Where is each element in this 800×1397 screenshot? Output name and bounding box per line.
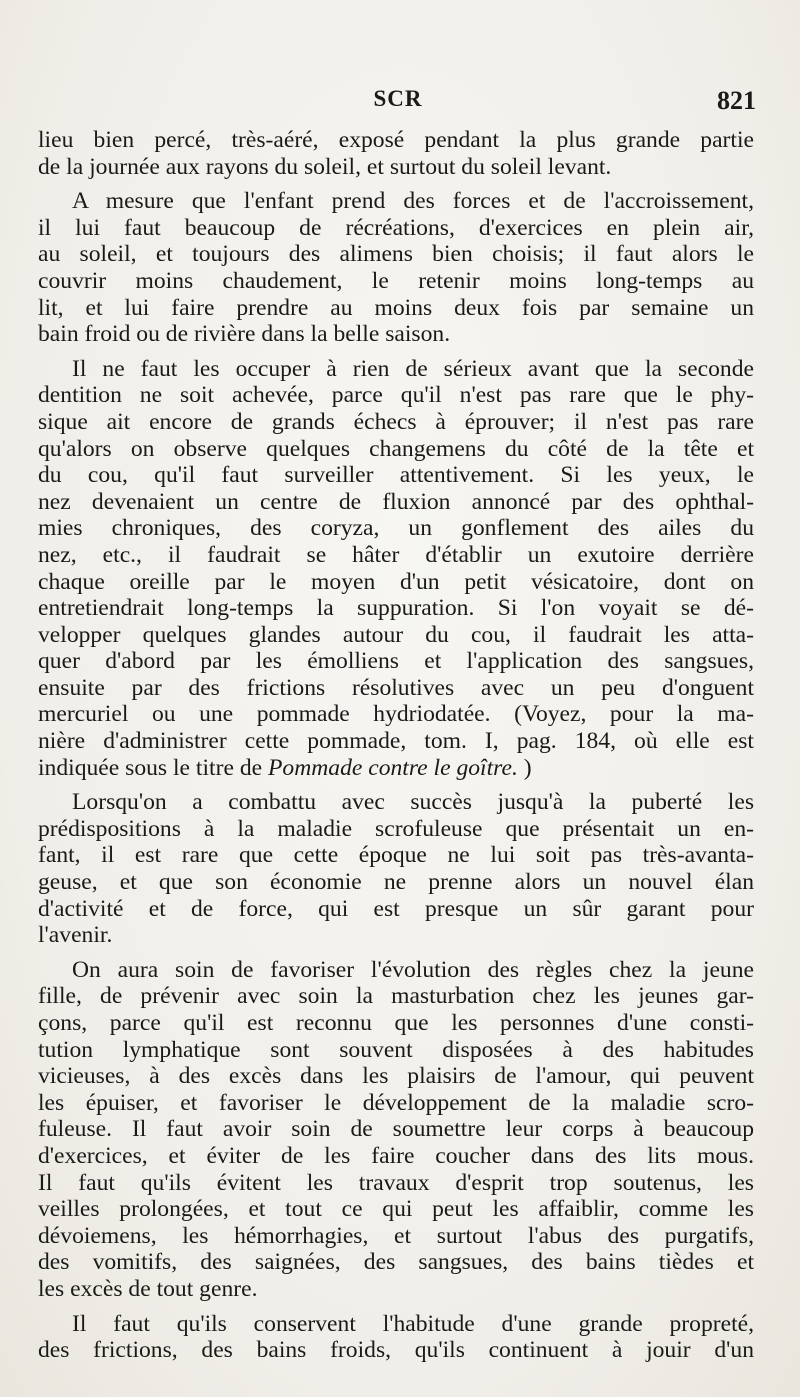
- text-line: fille, de prévenir avec soin la masturbation chez les jeunes gar-: [38, 983, 754, 1010]
- text-line: au soleil, et toujours des alimens bien choisis; il faut alors le: [38, 241, 754, 268]
- paragraph: [38, 356, 754, 782]
- paragraph-gap: [38, 180, 754, 188]
- text-line: d'activité et de force, qui est presque un sûr garant pour: [38, 895, 754, 922]
- text-line: tution lymphatique sont souvent disposées à des habitudes: [38, 1036, 754, 1063]
- text-line: chaque oreille par le moyen d'un petit vésicatoire, dont on: [38, 568, 754, 595]
- text-line: du cou, qu'il faut surveiller attentivement. Si les yeux, le: [38, 462, 754, 489]
- text-line: mercuriel ou une pommade hydriodatée. (Voyez, pour la ma-: [38, 701, 754, 728]
- text-line: bain froid ou de rivière dans la belle saison.: [38, 321, 451, 348]
- text-line: l'avenir.: [38, 922, 113, 949]
- text-line: qu'alors on observe quelques changemens du côté de la tête et: [38, 435, 754, 462]
- text-line: lit, et lui faire prendre au moins deux fois par semaine un: [38, 294, 754, 321]
- text-line: nière d'administrer cette pommade, tom. I, pag. 184, où elle est: [38, 728, 754, 755]
- text-line: d'exercices, et éviter de les faire coucher dans des lits mous.: [38, 1142, 754, 1169]
- text-line: dévoiemens, les hémorrhagies, et surtout l'abus des purgatifs,: [38, 1222, 754, 1249]
- text-line: il lui faut beaucoup de récréations, d'exercices en plein air,: [38, 214, 754, 241]
- text-line: entretiendrait long-temps la suppuration. Si l'on voyait se dé-: [38, 595, 754, 622]
- text-line: dentition ne soit achevée, parce qu'il n'est pas rare que le phy-: [38, 382, 754, 409]
- text-line: prédispositions à la maladie scrofuleuse que présentait un en-: [38, 815, 754, 842]
- paragraph-gap: [38, 348, 754, 356]
- text-line: les épuiser, et favoriser le développement de la maladie scro-: [38, 1089, 754, 1116]
- text-line: des vomitifs, des saignées, des sangsues, des bains tièdes et: [38, 1249, 754, 1276]
- text-line: de la journée aux rayons du soleil, et surtout du soleil levant.: [38, 153, 612, 180]
- text-line: çons, parce qu'il est reconnu que les personnes d'une consti-: [38, 1010, 754, 1036]
- text-line: sique ait encore de grands échecs à éprouver; il n'est pas rare: [38, 408, 754, 435]
- text-segment: ): [523, 754, 532, 781]
- text-line: des frictions, des bains froids, qu'ils continuent à jouir d'un: [38, 1337, 754, 1364]
- paragraph: [38, 127, 754, 180]
- paragraph: [38, 957, 754, 1303]
- running-head: [40, 86, 756, 120]
- text-line: fant, il est rare que cette époque ne lui soit pas très-avanta-: [38, 842, 754, 869]
- text-line: On aura soin de favoriser l'évolution des règles chez la jeune: [72, 956, 754, 983]
- text-line: Il faut qu'ils conservent l'habitude d'une grande propreté,: [72, 1310, 754, 1337]
- text-line: veilles prolongées, et tout ce qui peut les affaiblir, comme les: [38, 1196, 754, 1223]
- text-line: lieu bien percé, très-aéré, exposé pendant la plus grande partie: [38, 127, 754, 153]
- italic-title: Pommade contre le goître.: [267, 754, 518, 781]
- text-line: [38, 755, 754, 782]
- page-number: 821: [717, 86, 756, 115]
- paragraph: [38, 789, 754, 949]
- paragraph-gap: [38, 949, 754, 957]
- text-line: fuleuse. Il faut avoir soin de soumettre leur corps à beaucoup: [38, 1116, 754, 1143]
- text-line: Lorsqu'on a combattu avec succès jusqu'à la puberté les: [72, 789, 754, 816]
- text-line: velopper quelques glandes autour du cou, il faudrait les atta-: [38, 621, 754, 648]
- text-segment: indiquée sous le titre de: [38, 754, 268, 781]
- text-line: quer d'abord par les émolliens et l'application des sangsues,: [38, 648, 754, 675]
- text-line: mies chroniques, des coryza, un gonflement des ailes du: [38, 515, 754, 542]
- paragraph: [38, 188, 754, 348]
- text-line: les excès de tout genre.: [38, 1275, 258, 1302]
- text-line: Il faut qu'ils évitent les travaux d'esprit trop soutenus, les: [38, 1169, 754, 1196]
- text-line: vicieuses, à des excès dans les plaisirs de l'amour, qui peuvent: [38, 1063, 754, 1090]
- paragraph: [38, 1311, 754, 1364]
- text-line: Il ne faut les occuper à rien de sérieux avant que la seconde: [72, 355, 754, 382]
- text-line: geuse, et que son économie ne prenne alors un nouvel élan: [38, 869, 754, 896]
- text-line: nez, etc., il faudrait se hâter d'établir un exutoire derrière: [38, 541, 754, 568]
- text-line: nez devenaient un centre de fluxion annoncé par des ophthal-: [38, 488, 754, 515]
- paragraph-gap: [38, 781, 754, 789]
- paragraph-gap: [38, 1303, 754, 1311]
- text-line: A mesure que l'enfant prend des forces et de l'accroissement,: [72, 188, 754, 215]
- text-line: couvrir moins chaudement, le retenir moins long-temps au: [38, 267, 754, 294]
- text-line: ensuite par des frictions résolutives avec un peu d'onguent: [38, 674, 754, 701]
- running-head-title: SCR: [373, 86, 423, 111]
- page-text-body: [38, 127, 754, 1364]
